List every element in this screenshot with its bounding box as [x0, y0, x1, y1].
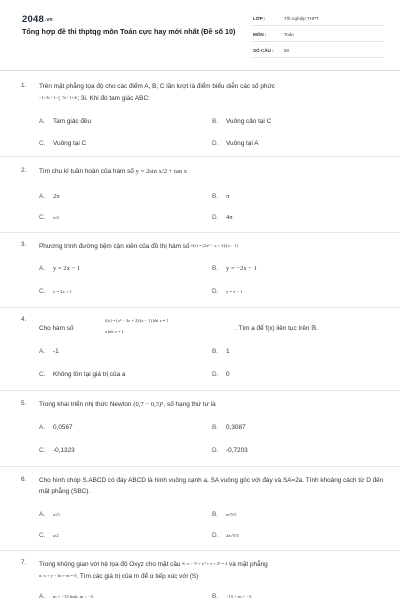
- option-b[interactable]: B. y = −2x − 1: [212, 265, 257, 272]
- option-b[interactable]: B. Vuông cân tại C: [212, 118, 272, 125]
- option-c[interactable]: C. Vuông tại C: [39, 140, 87, 147]
- option-d[interactable]: D. y = x − 1: [212, 288, 243, 295]
- question-text: Trong không gian với hệ tọa độ Oxyz cho mặt cầu S: x − 1² + y² + z + 2² = 2 và mặt phẳng α: x + y − 4z + m = 0. Tìm các giá trị của m để α tiếp xúc với (S): [39, 561, 268, 580]
- meta-class-label: LỚP :: [253, 16, 266, 21]
- option-a[interactable]: A. y = 2x − 1: [39, 265, 81, 272]
- option-d[interactable]: D. Vuông tại A: [212, 140, 259, 147]
- meta-subject-value: Toán: [284, 32, 294, 37]
- option-b[interactable]: B. 0,3087: [212, 424, 246, 431]
- page-title: Tổng hợp đề thi thptqg môn Toán cực hay mới nhất (Đề số 10): [22, 27, 236, 36]
- meta-class-value: Tốt nghiệp THPT: [284, 16, 319, 21]
- meta-subject-label: MÔN :: [253, 32, 267, 37]
- option-c[interactable]: C. -0,1323: [39, 447, 75, 454]
- question-separator: [0, 550, 400, 551]
- question-text: Phương trình đường tiệm cận xiên của đồ thị hàm số f(x) = (2x² − x + 2)/(x − 1): [39, 243, 239, 250]
- question-separator: [0, 156, 400, 157]
- question-separator: [0, 232, 400, 233]
- question-number: 3.: [21, 241, 27, 248]
- question-number: 6.: [21, 476, 27, 483]
- header-divider: [0, 70, 400, 71]
- question-text: Cho hàm số f(x) = (x² − 3x + 2)/(x − 1) khi x ≠ 1 a khi x = 1 . Tìm a để f(x) liên tục trên ℝ.: [39, 318, 319, 334]
- option-b[interactable]: B. a√5/5: [212, 511, 237, 518]
- question-separator: [0, 466, 400, 467]
- page-header: [0, 0, 400, 62]
- option-d[interactable]: D. 4π: [212, 214, 233, 221]
- question-text: Trên mặt phẳng tọa độ cho các điểm A, B, C lần lượt là điểm biểu diễn các số phức −1+3i / 1−i; 5i / 1+2i; 3i. Khi đó tam giác ABC:: [39, 83, 275, 102]
- option-a[interactable]: A. Tam giác đều: [39, 118, 92, 125]
- option-c[interactable]: C. a/2: [39, 532, 59, 539]
- question-separator: [0, 307, 400, 308]
- option-a[interactable]: A. 2π: [39, 193, 60, 200]
- question-text: Cho hình chóp S.ABCD có đáy ABCD là hình vuông cạnh a, SA vuông góc với đáy và SA=2a. Tính khoảng cách từ D đến mặt phẳng (SBC).: [39, 477, 384, 495]
- option-a[interactable]: A. a√5: [39, 511, 60, 518]
- option-d[interactable]: D. 2a√5/5: [212, 532, 239, 539]
- question-number: 7.: [21, 559, 27, 566]
- meta-subject: [253, 31, 383, 42]
- meta-count-value: 50: [284, 48, 290, 53]
- option-b[interactable]: B. 1: [212, 348, 230, 355]
- option-c[interactable]: C. Không tồn tại giá trị của a: [39, 371, 126, 378]
- option-b[interactable]: B. −15 < m < −3: [212, 593, 252, 600]
- question-number: 2.: [21, 167, 27, 174]
- option-d[interactable]: D. -0,7203: [212, 447, 248, 454]
- site-logo[interactable]: 2048.vn: [22, 14, 53, 25]
- question-number: 1.: [21, 82, 27, 89]
- meta-count-label: SỐ CÂU :: [253, 48, 274, 53]
- option-c[interactable]: C. π/2: [39, 214, 59, 221]
- question-number: 4.: [21, 316, 27, 323]
- option-c[interactable]: C. y = 2x + 1: [39, 288, 72, 295]
- option-d[interactable]: D. 0: [212, 371, 230, 378]
- meta-count: [253, 47, 383, 58]
- question-text: Tìm chu kì tuần hoàn của hàm số y = 2sin x/2 + tan x: [39, 168, 188, 175]
- option-a[interactable]: A. 0,0567: [39, 424, 73, 431]
- meta-class: [253, 15, 383, 26]
- option-a[interactable]: A. m < −15 hoặc m > −3: [39, 593, 93, 600]
- question-number: 5.: [21, 400, 27, 407]
- exam-meta: [253, 15, 383, 63]
- question-text: Trong khai triển nhị thức Newton (0,7 − 0,3)⁵, số hạng thứ tư là: [39, 401, 216, 408]
- question-separator: [0, 390, 400, 391]
- option-b[interactable]: B. π: [212, 193, 230, 200]
- option-a[interactable]: A. -1: [39, 348, 59, 355]
